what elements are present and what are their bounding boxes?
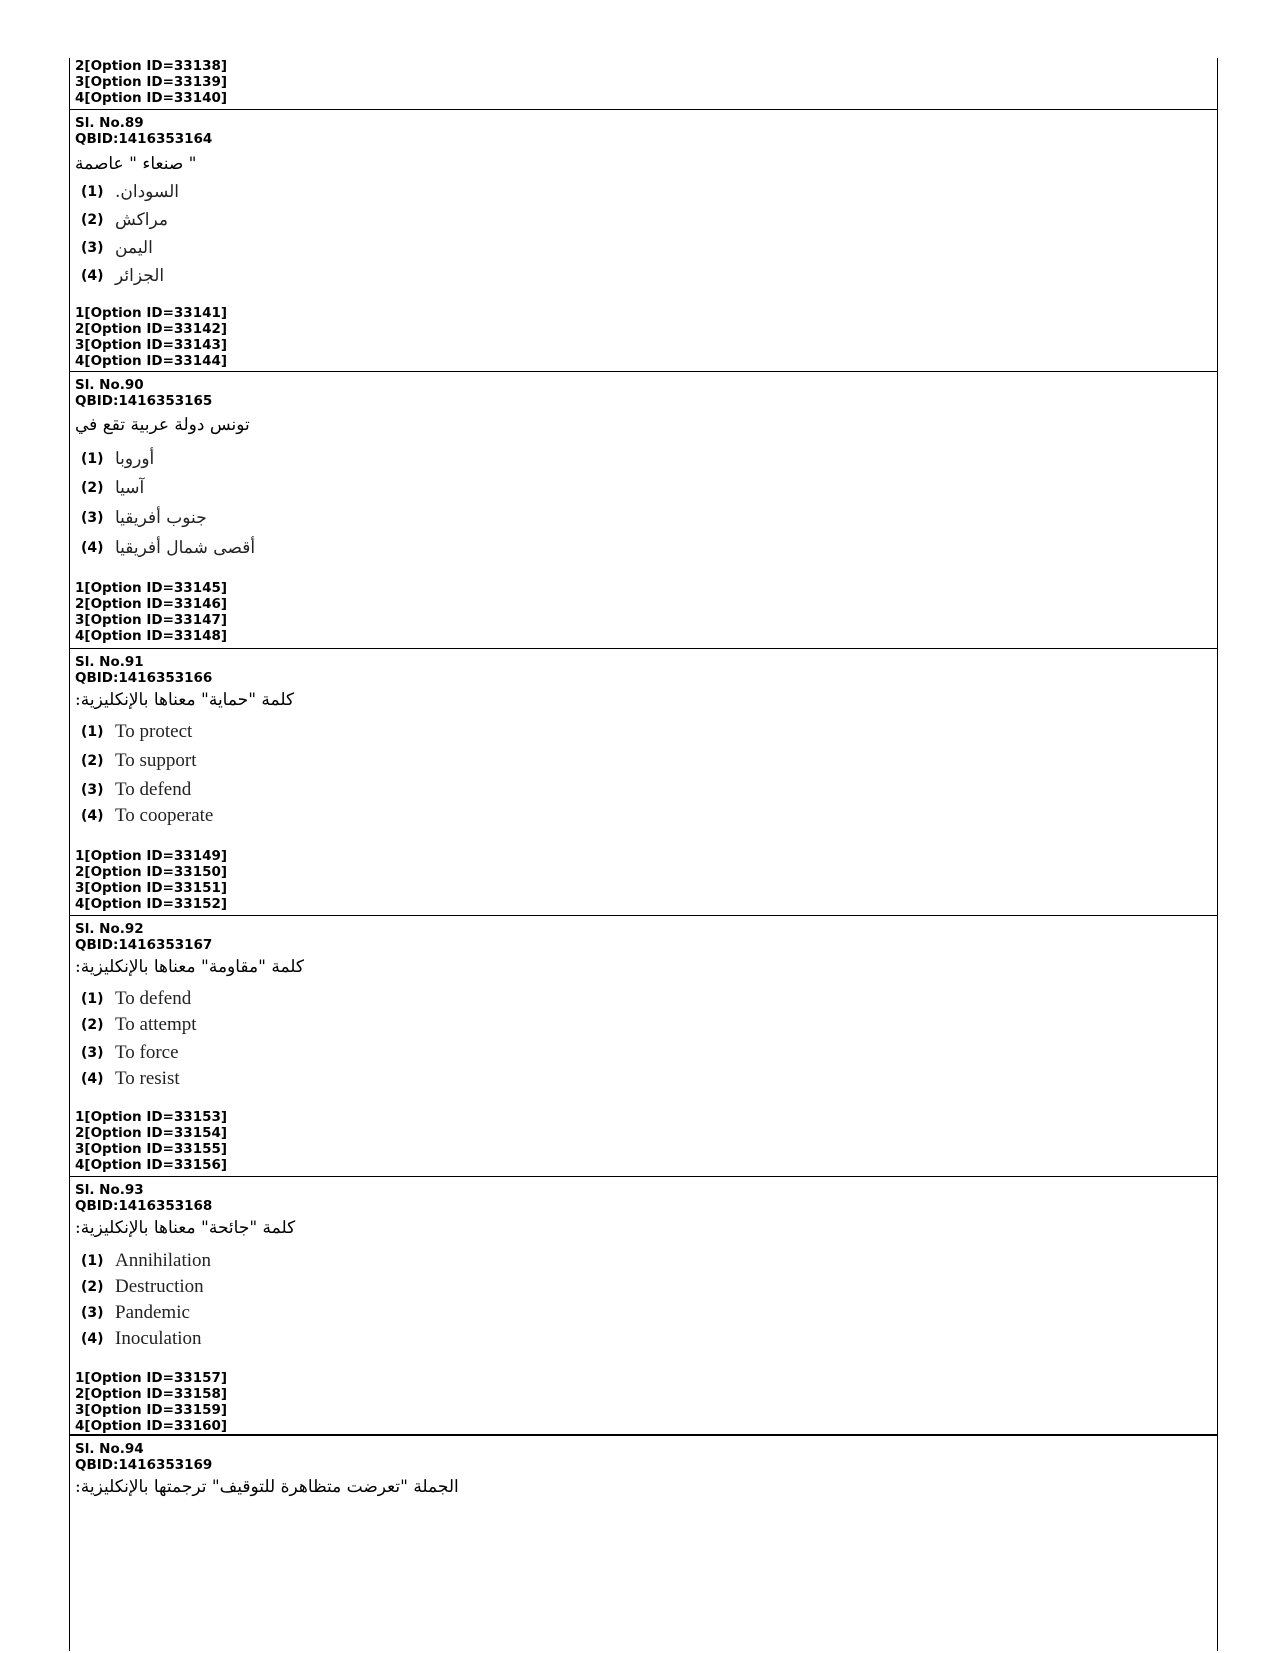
option-id-line: 2[Option ID=33154] bbox=[75, 1125, 228, 1141]
serial-number: Sl. No.93 bbox=[75, 1182, 144, 1198]
question-block-91 bbox=[70, 648, 1217, 916]
option-id-line: 1[Option ID=33145] bbox=[75, 580, 228, 596]
option-3 bbox=[81, 1301, 190, 1325]
option-number: (3) bbox=[81, 782, 104, 798]
option-id-line: 4[Option ID=33144] bbox=[75, 353, 228, 369]
qbid: QBID:1416353167 bbox=[75, 937, 213, 953]
option-id-line: 4[Option ID=33148] bbox=[75, 628, 228, 644]
question-block-90 bbox=[70, 371, 1217, 649]
option-text: السودان. bbox=[115, 182, 180, 202]
option-text: To protect bbox=[115, 721, 193, 742]
option-text: Inoculation bbox=[115, 1328, 202, 1349]
option-number: (3) bbox=[81, 1045, 104, 1061]
option-ids bbox=[70, 848, 227, 912]
serial-number: Sl. No.92 bbox=[75, 921, 144, 937]
option-id-line: 2[Option ID=33146] bbox=[75, 596, 228, 612]
option-text: To support bbox=[115, 750, 197, 771]
option-number: (2) bbox=[81, 212, 104, 228]
option-3 bbox=[81, 506, 207, 530]
option-3 bbox=[81, 1041, 179, 1065]
option-id-line: 3[Option ID=33155] bbox=[75, 1141, 228, 1157]
option-ids bbox=[70, 580, 227, 644]
option-id-line: 3[Option ID=33159] bbox=[75, 1402, 228, 1418]
option-text: أوروبا bbox=[115, 449, 155, 469]
option-number: (3) bbox=[81, 510, 104, 526]
question-block-93 bbox=[70, 1176, 1217, 1435]
option-number: (4) bbox=[81, 1071, 104, 1087]
option-text: Annihilation bbox=[115, 1250, 212, 1271]
option-2 bbox=[81, 749, 197, 773]
question-text: كلمة "جائحة" معناها بالإنكليزية: bbox=[75, 1218, 296, 1238]
option-number: (2) bbox=[81, 1017, 104, 1033]
option-4 bbox=[81, 536, 255, 560]
option-id-line: 2[Option ID=33142] bbox=[75, 321, 228, 337]
option-id-line: 1[Option ID=33149] bbox=[75, 848, 228, 864]
serial-number: Sl. No.91 bbox=[75, 654, 144, 670]
option-text: To resist bbox=[115, 1068, 180, 1089]
option-number: (1) bbox=[81, 184, 104, 200]
option-id-line: 3[Option ID=33151] bbox=[75, 880, 228, 896]
option-id-line: 1[Option ID=33141] bbox=[75, 305, 228, 321]
option-text: To cooperate bbox=[115, 805, 214, 826]
option-text: جنوب أفريقيا bbox=[115, 508, 207, 528]
carryover-ids bbox=[70, 58, 1217, 106]
option-ids bbox=[70, 1109, 227, 1173]
option-text: آسيا bbox=[115, 478, 145, 498]
option-number: (4) bbox=[81, 268, 104, 284]
option-2 bbox=[81, 476, 144, 500]
option-text: Pandemic bbox=[115, 1302, 190, 1323]
option-3 bbox=[81, 236, 153, 260]
option-text: مراكش bbox=[115, 210, 168, 230]
option-id-line: 2[Option ID=33138] bbox=[75, 58, 228, 74]
serial-number: Sl. No.94 bbox=[75, 1441, 144, 1457]
question-text: كلمة "حماية" معناها بالإنكليزية: bbox=[75, 690, 295, 710]
option-id-line: 3[Option ID=33139] bbox=[75, 74, 228, 90]
option-number: (1) bbox=[81, 451, 104, 467]
option-text: أقصى شمال أفريقيا bbox=[115, 538, 256, 558]
option-number: (3) bbox=[81, 1305, 104, 1321]
option-id-line: 1[Option ID=33153] bbox=[75, 1109, 228, 1125]
serial-number: Sl. No.90 bbox=[75, 377, 144, 393]
option-text: To attempt bbox=[115, 1014, 197, 1035]
option-number: (1) bbox=[81, 724, 104, 740]
option-number: (2) bbox=[81, 753, 104, 769]
option-number: (2) bbox=[81, 480, 104, 496]
question-text: كلمة "مقاومة" معناها بالإنكليزية: bbox=[75, 957, 305, 977]
option-1 bbox=[81, 987, 191, 1011]
option-number: (1) bbox=[81, 1253, 104, 1269]
option-id-line: 4[Option ID=33140] bbox=[75, 90, 228, 106]
option-ids bbox=[70, 1370, 227, 1434]
question-text: تونس دولة عربية تقع في bbox=[75, 415, 250, 435]
option-text: اليمن bbox=[115, 238, 153, 258]
serial-number: Sl. No.89 bbox=[75, 115, 144, 131]
option-id-line: 2[Option ID=33158] bbox=[75, 1386, 228, 1402]
qbid: QBID:1416353169 bbox=[75, 1457, 213, 1473]
question-paper bbox=[69, 58, 1218, 1651]
option-id-line: 3[Option ID=33147] bbox=[75, 612, 228, 628]
option-id-line: 1[Option ID=33157] bbox=[75, 1370, 228, 1386]
option-number: (3) bbox=[81, 240, 104, 256]
option-2 bbox=[81, 1013, 197, 1037]
option-3 bbox=[81, 778, 191, 802]
option-number: (2) bbox=[81, 1279, 104, 1295]
option-2 bbox=[81, 1275, 204, 1299]
question-text: " صنعاء " عاصمة bbox=[75, 154, 197, 174]
option-id-line: 4[Option ID=33156] bbox=[75, 1157, 228, 1173]
question-block-89 bbox=[70, 109, 1217, 372]
option-text: الجزائر bbox=[115, 266, 165, 286]
qbid: QBID:1416353164 bbox=[75, 131, 213, 147]
option-4 bbox=[81, 1067, 180, 1091]
question-text: الجملة "تعرضت متظاهرة للتوقيف" ترجمتها بالإنكليزية: bbox=[75, 1477, 459, 1497]
option-number: (4) bbox=[81, 540, 104, 556]
option-ids bbox=[70, 305, 227, 369]
question-block-94 bbox=[70, 1434, 1217, 1653]
option-4 bbox=[81, 804, 213, 828]
option-number: (4) bbox=[81, 808, 104, 824]
option-1 bbox=[81, 447, 154, 471]
option-4 bbox=[81, 1327, 202, 1351]
option-1 bbox=[81, 720, 192, 744]
option-number: (1) bbox=[81, 991, 104, 1007]
option-4 bbox=[81, 264, 164, 288]
option-number: (4) bbox=[81, 1331, 104, 1347]
qbid: QBID:1416353168 bbox=[75, 1198, 213, 1214]
qbid: QBID:1416353165 bbox=[75, 393, 213, 409]
question-block-92 bbox=[70, 915, 1217, 1177]
option-text: To force bbox=[115, 1042, 179, 1063]
option-id-line: 3[Option ID=33143] bbox=[75, 337, 228, 353]
option-id-line: 4[Option ID=33160] bbox=[75, 1418, 228, 1434]
option-1 bbox=[81, 180, 179, 204]
option-id-line: 4[Option ID=33152] bbox=[75, 896, 228, 912]
option-text: To defend bbox=[115, 988, 192, 1009]
option-2 bbox=[81, 208, 168, 232]
option-id-line: 2[Option ID=33150] bbox=[75, 864, 228, 880]
option-text: To defend bbox=[115, 779, 192, 800]
option-text: Destruction bbox=[115, 1276, 204, 1297]
qbid: QBID:1416353166 bbox=[75, 670, 213, 686]
option-1 bbox=[81, 1249, 211, 1273]
